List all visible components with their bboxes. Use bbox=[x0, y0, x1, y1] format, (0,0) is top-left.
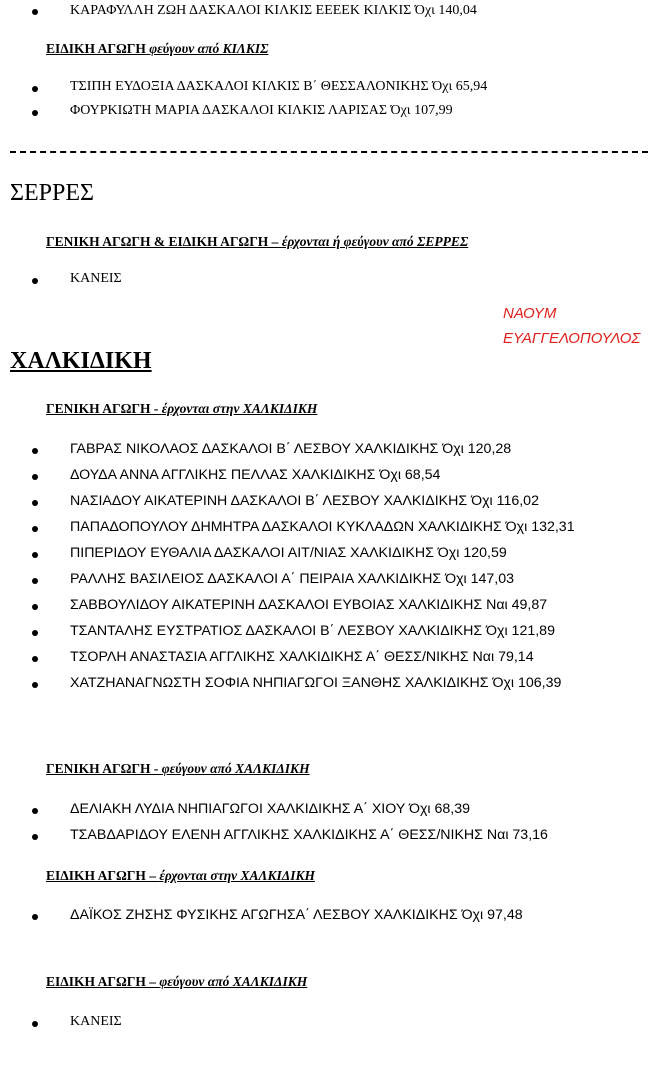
bullet bbox=[32, 552, 38, 558]
section-heading: ΕΙΔΙΚΗ ΑΓΩΓΗ – έρχονται στην ΧΑΛΚΙΔΙΚΗ bbox=[46, 868, 315, 883]
bullet bbox=[32, 448, 38, 454]
section-heading: ΕΙΔΙΚΗ ΑΓΩΓΗ – φεύγουν από ΧΑΛΚΙΔΙΚΗ bbox=[46, 974, 308, 989]
section-heading: ΕΙΔΙΚΗ ΑΓΩΓΗ φεύγουν από ΚΙΛΚΙΣ bbox=[46, 41, 269, 56]
region-title-serres: ΣΕΡΡΕΣ bbox=[10, 180, 94, 206]
bullet bbox=[32, 630, 38, 636]
bullet bbox=[32, 278, 38, 284]
list-item: ΔΟΥΔΑ ΑΝΝΑ ΑΓΓΛΙΚΗΣ ΠΕΛΛΑΣ ΧΑΛΚΙΔΙΚΗΣ Όχι 68,54 bbox=[70, 467, 441, 483]
list-item: ΣΑΒΒΟΥΛΙΔΟΥ ΑΙΚΑΤΕΡΙΝΗ ΔΑΣΚΑΛΟΙ ΕΥΒΟΙΑΣ ΧΑΛΚΙΔΙΚΗΣ Ναι 49,87 bbox=[70, 597, 548, 613]
list-item: ΚΑΡΑΦΥΛΛΗ ΖΩΗ ΔΑΣΚΑΛΟΙ ΚΙΛΚΙΣ ΕΕΕΕΚ ΚΙΛΚΙΣ Όχι 140,04 bbox=[70, 3, 477, 18]
bullet bbox=[32, 526, 38, 532]
list-item: ΝΑΣΙΑΔΟΥ ΑΙΚΑΤΕΡΙΝΗ ΔΑΣΚΑΛΟΙ Β΄ ΛΕΣΒΟΥ ΧΑΛΚΙΔΙΚΗΣ Όχι 116,02 bbox=[70, 493, 539, 509]
bullet bbox=[32, 914, 38, 920]
list-item: ΦΟΥΡΚΙΩΤΗ ΜΑΡΙΑ ΔΑΣΚΑΛΟΙ ΚΙΛΚΙΣ ΛΑΡΙΣΑΣ Όχι 107,99 bbox=[70, 103, 453, 118]
section-heading: ΓΕΝΙΚΗ ΑΓΩΓΗ - φεύγουν από ΧΑΛΚΙΔΙΚΗ bbox=[46, 761, 310, 776]
list-item: ΧΑΤΖΗΑΝΑΓΝΩΣΤΗ ΣΟΦΙΑ ΝΗΠΙΑΓΩΓΟΙ ΞΑΝΘΗΣ ΧΑΛΚΙΔΙΚΗΣ Όχι 106,39 bbox=[70, 675, 562, 691]
bullet bbox=[32, 604, 38, 610]
list-item: ΔΕΛΙΑΚΗ ΛΥΔΙΑ ΝΗΠΙΑΓΩΓΟΙ ΧΑΛΚΙΔΙΚΗΣ Α΄ ΧΙΟΥ Όχι 68,39 bbox=[70, 801, 471, 817]
bullet bbox=[32, 682, 38, 688]
handwritten-note: ΝΑΟΥΜ bbox=[503, 305, 557, 322]
bullet bbox=[32, 110, 38, 116]
list-item: ΠΙΠΕΡΙΔΟΥ ΕΥΘΑΛΙΑ ΔΑΣΚΑΛΟΙ ΑΙΤ/ΝΙΑΣ ΧΑΛΚΙΔΙΚΗΣ Όχι 120,59 bbox=[70, 545, 507, 561]
list-item: ΤΣΑΝΤΑΛΗΣ ΕΥΣΤΡΑΤΙΟΣ ΔΑΣΚΑΛΟΙ Β΄ ΛΕΣΒΟΥ ΧΑΛΚΙΔΙΚΗΣ Όχι 121,89 bbox=[70, 623, 555, 639]
section-heading: ΓΕΝΙΚΗ ΑΓΩΓΗ & ΕΙΔΙΚΗ ΑΓΩΓΗ – έρχονται ή φεύγουν από ΣΕΡΡΕΣ bbox=[46, 234, 469, 249]
list-item: ΤΣΟΡΛΗ ΑΝΑΣΤΑΣΙΑ ΑΓΓΛΙΚΗΣ ΧΑΛΚΙΔΙΚΗΣ Α΄ ΘΕΣΣ/ΝΙΚΗΣ Ναι 79,14 bbox=[70, 649, 534, 665]
list-item: ΚΑΝΕΙΣ bbox=[70, 271, 122, 286]
dashed-separator bbox=[10, 151, 648, 153]
list-item: ΚΑΝΕΙΣ bbox=[70, 1014, 122, 1029]
list-item: ΠΑΠΑΔΟΠΟΥΛΟΥ ΔΗΜΗΤΡΑ ΔΑΣΚΑΛΟΙ ΚΥΚΛΑΔΩΝ ΧΑΛΚΙΔΙΚΗΣ Όχι 132,31 bbox=[70, 519, 575, 535]
bullet bbox=[32, 656, 38, 662]
list-item: ΔΑΪΚΟΣ ΖΗΣΗΣ ΦΥΣΙΚΗΣ ΑΓΩΓΗΣΑ΄ ΛΕΣΒΟΥ ΧΑΛΚΙΔΙΚΗΣ Όχι 97,48 bbox=[70, 907, 523, 923]
list-item: ΓΑΒΡΑΣ ΝΙΚΟΛΑΟΣ ΔΑΣΚΑΛΟΙ Β΄ ΛΕΣΒΟΥ ΧΑΛΚΙΔΙΚΗΣ Όχι 120,28 bbox=[70, 441, 512, 457]
list-item: ΤΣΑΒΔΑΡΙΔΟΥ ΕΛΕΝΗ ΑΓΓΛΙΚΗΣ ΧΑΛΚΙΔΙΚΗΣ Α΄ ΘΕΣΣ/ΝΙΚΗΣ Ναι 73,16 bbox=[70, 827, 548, 843]
section-heading: ΓΕΝΙΚΗ ΑΓΩΓΗ - έρχονται στην ΧΑΛΚΙΔΙΚΗ bbox=[46, 401, 318, 416]
bullet bbox=[32, 500, 38, 506]
bullet bbox=[32, 86, 38, 92]
bullet bbox=[32, 578, 38, 584]
bullet bbox=[32, 808, 38, 814]
bullet bbox=[32, 1021, 38, 1027]
region-title-chalkidiki: ΧΑΛΚΙΔΙΚΗ bbox=[10, 348, 152, 374]
bullet bbox=[32, 834, 38, 840]
list-item: ΤΣΙΠΗ ΕΥΔΟΞΙΑ ΔΑΣΚΑΛΟΙ ΚΙΛΚΙΣ Β΄ ΘΕΣΣΑΛΟΝΙΚΗΣ Όχι 65,94 bbox=[70, 79, 488, 94]
handwritten-note: ΕΥΑΓΓΕΛΟΠΟΥΛΟΣ bbox=[503, 330, 641, 347]
bullet bbox=[32, 9, 38, 15]
list-item: ΡΑΛΛΗΣ ΒΑΣΙΛΕΙΟΣ ΔΑΣΚΑΛΟΙ Α΄ ΠΕΙΡΑΙΑ ΧΑΛΚΙΔΙΚΗΣ Όχι 147,03 bbox=[70, 571, 514, 587]
bullet bbox=[32, 474, 38, 480]
